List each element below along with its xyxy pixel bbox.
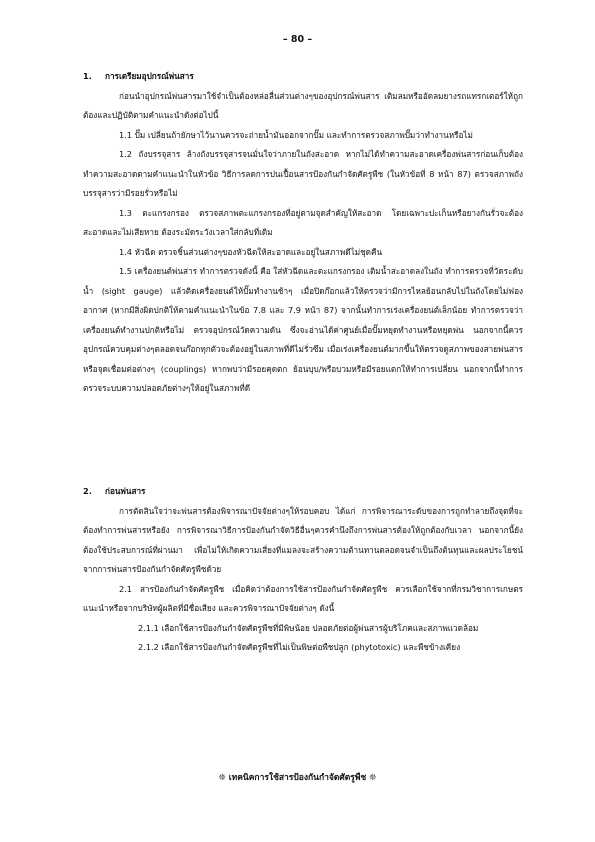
section-heading xyxy=(83,482,523,502)
subsection-pesticide: 2.1 สารป้องกันกำจัดศัตรูพืช เมื่อคิดว่าต้องการใช้สารป้องกันกำจัดศัตรูพืช ควรเลือกใช้จากที่กรมวิชาการเกษตรแนะนำหรือจากบริษัทผู้ผลิตที่มีชื่อเสียง และควรพิจารณาปัจจัยต่างๆ ดังนี้ xyxy=(83,583,523,613)
section-number: 1. xyxy=(83,71,92,81)
section-prepare-sprayer xyxy=(83,67,523,399)
section-before-spraying xyxy=(83,482,523,658)
section-number: 2. xyxy=(83,486,92,496)
item-tank: 1.2 ถังบรรจุสาร ล้างถังบรรจุสารจนมั่นใจว่าภายในถังสะอาด หากไม่ได้ทำความสะอาดเครื่องพ่นสารก่อนเก็บต้องทำความสะอาดตามคำแนะนำในหัวข้อ วิธีการลดการปนเปื้อนสารป้องกันกำจัดศัตรูพืช (ในหัวข้อที่ 8 หน้า 87) ตรวจสภาพถังบรรจุสารว่ามีรอยรั่วหรือไม่ xyxy=(83,149,523,198)
item-pump: 1.1 ปั๊ม เปลี่ยนถ้ายักษาไว้นานควรจะถ่ายน้ำมันออกจากปั๊ม และทำการตรวจสภาพปั๊มว่าทำงานหรือไม่ xyxy=(119,129,473,140)
section-intro: ก่อนนำอุปกรณ์พ่นสารมาใช้จำเป็นต้องหล่อลื่นส่วนต่างๆของอุปกรณ์พ่นสาร เติมลมหรืออัดลมยางรถแทรกเตอร์ให้ถูกต้องและปฏิบัติตามคำแนะนำดังต่อไปนี้ xyxy=(83,90,523,120)
item-filter: 1.3 ตะแกรงกรอง ตรวจสภาพตะแกรงกรองที่อยู่ตามจุดสำคัญให้สะอาด โดยเฉพาะปะเก็นหรือยางกันรั่วจะต้องสะอาดและไม่เสียหาย ต้องระมัดระวังเวลาใส่กลับที่เดิม xyxy=(83,207,523,237)
page-number: – 80 – xyxy=(282,34,313,45)
section-intro: การตัดสินใจว่าจะพ่นสารต้องพิจารณาปัจจัยต่างๆให้รอบคอบ ได้แก่ การพิจารณาระดับของการถูกทำลายถึงจุดที่จะต้องทำการพ่นสารหรือยัง การพิจารณาวิธีการป้องกันกำจัดวิธีอื่นๆควรคำนึงถึงการพ่นสารต้องให้ถูกต้องกับเวลา นอกจากนี้ยังต้องใช้ประสบการณ์ที่ผ่านมา เพื่อไม่ให้เกิดความเสี่ยงที่แมลงจะสร้างความต้านทานตลอดจนจำเป็นถึงต้นทุนและผลประโยชน์จากการพ่นสารป้องกันกำจัดศัตรูพืชด้วย xyxy=(83,505,523,574)
item-engine-sprayer: 1.5 เครื่องยนต์พ่นสาร ทำการตรวจดังนี้ คือ ใส่หัวฉีดและตะแกรงกรอง เติมน้ำสะอาดลงในถัง ทำการตรวจที่วัดระดับน้ำ (sight gauge) แล้วติดเครื่องยนต์ให้ปั๊มทำงานช้าๆ เมื่อปิดก๊อกแล้วให้ตรวจว่ามีการไหลย้อนกลับไปในถังโดยไม่ฟองอากาศ (หากมีสิ่งผิดปกติให้ตามคำแนะนำในข้อ 7.8 และ 7.9 หน้า 87) จากนั้นทำการเร่งเครื่องยนต์เล็กน้อย ทำการตรวจว่าเครื่องยนต์ทำงานปกติหรือไม่ ตรวจอุปกรณ์วัดความดัน ซึ่งจะอ่านได้ค่าศูนย์เมื่อปั๊มหยุดทำงานหรือหยุดพ่น นอกจากนี้ควรอุปกรณ์ควบคุมต่างๆตลอดจนก๊อกทุกตัวจะต้องอยู่ในสภาพที่ดีไม่รั่วซึม เมื่อเร่งเครื่องยนต์มากขึ้นให้ตรวจดูสภาพของสายพ่นสารหรือจุดเชื่อมต่อต่างๆ (couplings) หากพบว่ามีรอยคุดตก ย้อนบุบ/พรือบวมหรือมีรอยแตกให้ทำการเปลี่ยน นอกจากนี้ทำการตรวจระบบความปลอดภัยต่างๆให้อยู่ในสภาพที่ดี xyxy=(83,266,523,393)
section-title: ก่อนพ่นสาร xyxy=(105,486,146,496)
page-footer: ❊ เทคนิคการใช้สารป้องกันกำจัดศัตรูพืช ❊ xyxy=(218,773,377,783)
subitem-low-toxicity: 2.1.1 เลือกใช้สารป้องกันกำจัดศัตรูพืชที่มีพิษน้อย ปลอดภัยต่อผู้พ่นสารผู้บริโภคและสภาพแวดล้อม xyxy=(138,622,479,633)
section-title: การเตรียมอุปกรณ์พ่นสาร xyxy=(105,71,194,81)
subitem-non-phytotoxic: 2.1.2 เลือกใช้สารป้องกันกำจัดศัตรูพืชที่ไม่เป็นพิษต่อพืชปลูก (phytotoxic) และพืชข้างเคียง xyxy=(138,642,461,652)
section-heading xyxy=(83,67,523,87)
item-nozzle: 1.4 หัวฉีด ตรวจชิ้นส่วนต่างๆของหัวฉีดให้สะอาดและอยู่ในสภาพดีไม่ชุดคืน xyxy=(119,246,383,257)
